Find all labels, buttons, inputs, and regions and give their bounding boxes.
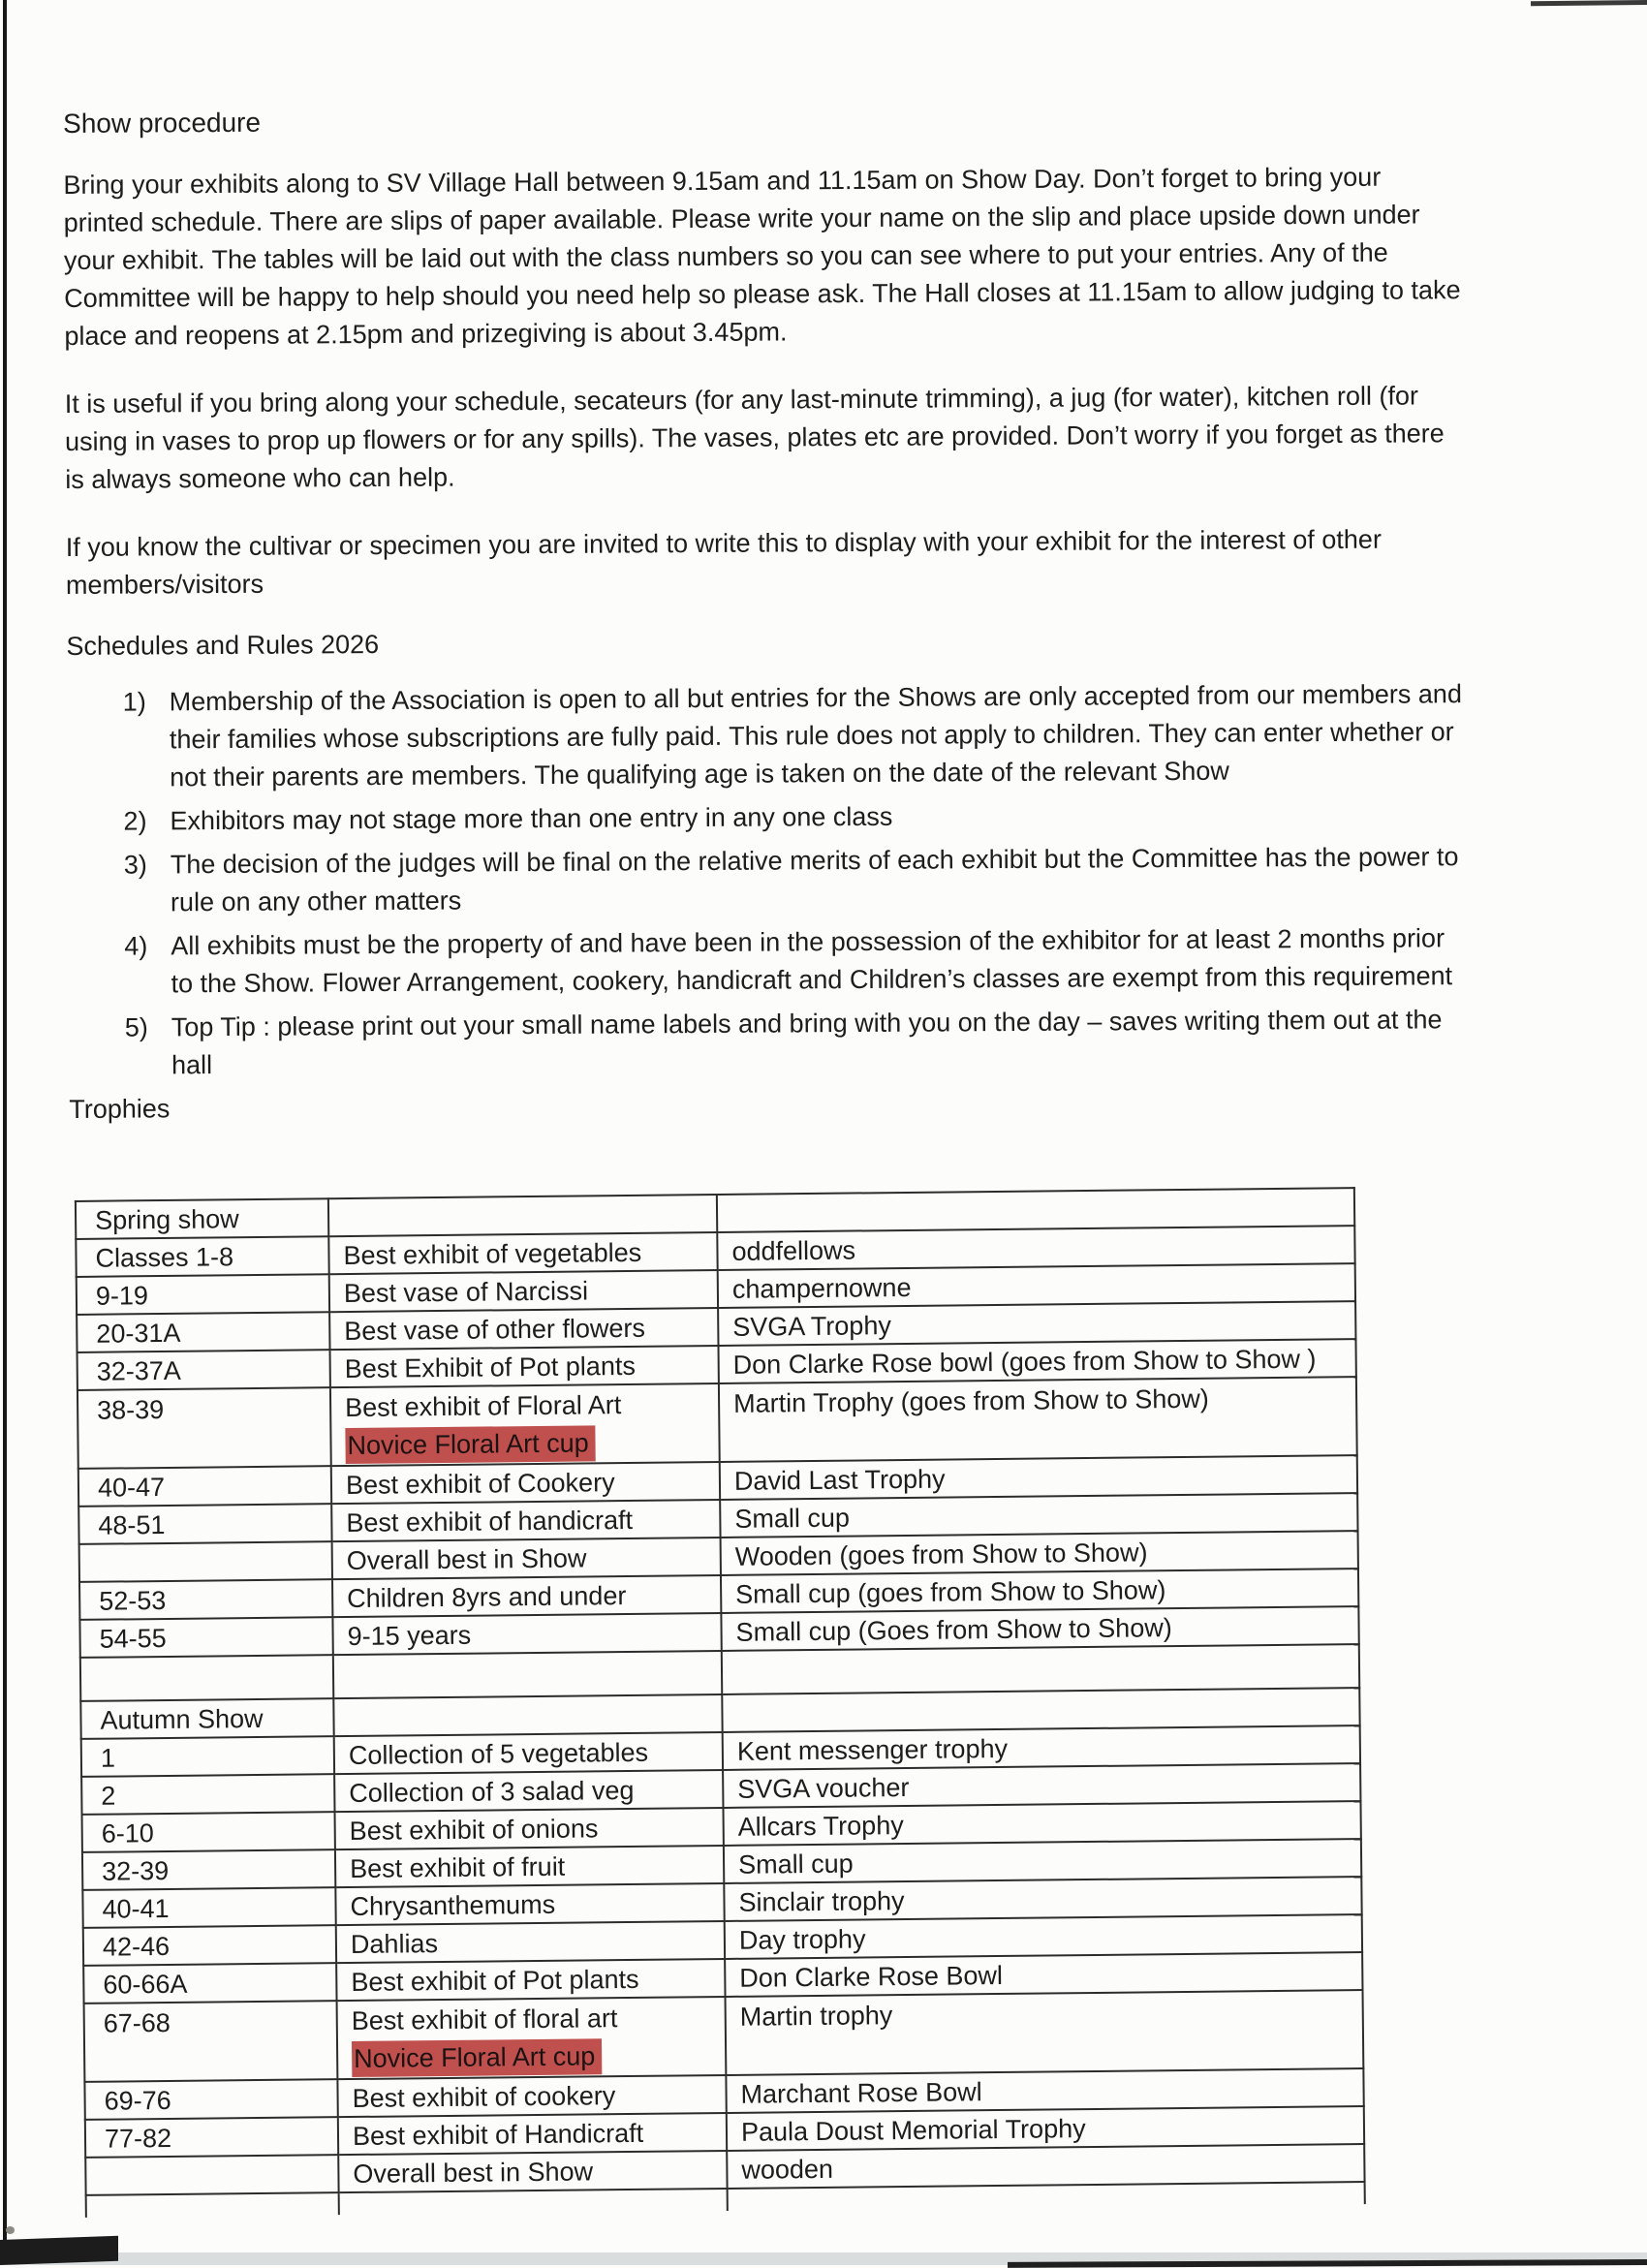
category-cell [333,1651,722,1698]
class-range-cell: 40-47 [78,1466,331,1507]
category-cell: Best exhibit of Cookery [331,1462,720,1504]
category-cell: Overall best in Show [332,1538,721,1579]
category-cell: Best exhibit of vegetables [328,1232,717,1274]
class-range-cell: 52-53 [79,1579,332,1620]
text-line: It is useful if you bring along your schedule, secateurs (for any last-minute trimming), a jug (for water), kitchen roll (for [64,381,1419,419]
text-line: Top Tip : please print out your small name labels and bring with you on the day – saves writing them out at the [171,1005,1443,1042]
text-line: Exhibitors may not stage more than one entry in any one class [170,801,893,836]
rule-item [124,838,1521,922]
rule-text [171,919,1521,1004]
rules-list [123,675,1523,1085]
text-line: hall [171,1050,213,1080]
rule-text [171,1001,1522,1085]
trophies-table [75,1187,1366,2218]
trophy-cell: Wooden (goes from Show to Show) [721,1531,1358,1575]
trophy-cell: Small cup (goes from Show to Show) [721,1569,1358,1613]
trophy-cell: Kent messenger trophy [723,1725,1360,1770]
text-line: If you know the cultivar or specimen you are invited to write this to display with your exhibit for the interest of other [65,524,1382,562]
rule-text [170,675,1521,797]
rule-number: 4) [124,931,148,961]
class-range-cell: 38-39 [78,1387,331,1469]
category-cell [337,1997,727,2079]
class-range-cell [80,1655,333,1701]
text-line: their families whose subscriptions are fully paid. This rule does not apply to children. They can enter whether or [169,717,1454,755]
paragraph [63,158,1517,356]
class-range-cell: 60-66A [83,1963,336,2004]
highlighted-line [345,1420,710,1464]
paragraph [66,520,1519,605]
rule-item [124,919,1521,1004]
category-line: Best exhibit of Floral Art [344,1390,622,1423]
text-line: Committee will be happy to help should you need help so please ask. The Hall closes at 11.15am to allow judging to take [64,275,1461,313]
rules-heading: Schedules and Rules 2026 [66,630,380,661]
highlighted-text: Novice Floral Art cup [345,1425,595,1464]
class-range-cell: 20-31A [77,1312,329,1352]
trophy-cell: Don Clarke Rose Bowl [725,1952,1362,1997]
trophy-cell: David Last Trophy [720,1455,1357,1500]
text-line: not their parents are members. The qualifying age is taken on the date of the relevant Show [170,756,1229,792]
category-cell: Children 8yrs and under [332,1575,721,1617]
category-cell: Best Exhibit of Pot plants [330,1346,719,1387]
trophy-cell: Small cup [724,1839,1361,1883]
trophy-cell: Allcars Trophy [723,1801,1360,1846]
class-range-cell [79,1541,332,1582]
table-row [78,1377,1357,1469]
category-cell: Chrysanthemums [335,1883,724,1925]
category-cell: Collection of 5 vegetables [334,1732,723,1774]
class-range-cell: 77-82 [85,2117,338,2158]
class-range-cell: Spring show [76,1198,328,1239]
trophy-cell: Day trophy [725,1914,1362,1959]
class-range-cell [85,2155,338,2195]
trophy-cell: Small cup (Goes from Show to Show) [721,1606,1358,1651]
text-line: Membership of the Association is open to all but entries for the Shows are only accepted from our members and [169,679,1463,717]
scan-edge-left [3,0,7,2265]
category-cell: Best exhibit of onions [335,1808,724,1849]
class-range-cell: 1 [81,1736,334,1777]
class-range-cell: 6-10 [82,1812,335,1852]
text-line: place and reopens at 2.15pm and prizegiving is about 3.45pm. [64,317,788,351]
text-line: your exhibit. The tables will be laid out with the class numbers so you can see where to put your entries. Any of the [63,237,1388,275]
category-cell: Best exhibit of cookery [337,2075,726,2117]
trophy-cell: Sinclair trophy [724,1877,1361,1921]
category-cell: Collection of 3 salad veg [334,1770,723,1812]
class-range-cell: 67-68 [84,2001,338,2082]
trophy-cell: Don Clarke Rose bowl (goes from Show to Show ) [718,1339,1355,1383]
rule-number: 5) [124,1012,148,1042]
text-line: is always someone who can help. [65,462,455,494]
highlighted-text: Novice Floral Art cup [352,2038,602,2077]
class-range-cell: 9-19 [77,1274,329,1315]
table-row [84,1990,1364,2082]
trophy-cell: oddfellows [717,1226,1354,1270]
document-page [63,100,1529,2218]
rule-number: 3) [123,850,147,880]
class-range-cell [86,2192,339,2218]
highlighted-line [352,2034,717,2077]
trophy-cell: SVGA Trophy [718,1301,1355,1346]
category-cell: Best exhibit of fruit [335,1846,724,1887]
category-line: Best exhibit of floral art [351,2004,618,2036]
class-range-cell: Classes 1-8 [76,1236,328,1277]
category-cell: Best exhibit of Handicraft [338,2113,727,2155]
trophies-heading: Trophies [69,1094,171,1124]
category-cell [330,1383,720,1466]
class-range-cell: Autumn Show [80,1698,333,1739]
rule-item [123,794,1520,841]
trophy-cell: Small cup [720,1493,1357,1538]
rule-number: 1) [122,687,146,717]
text-line: All exhibits must be the property of and have been in the possession of the exhibitor for at least 2 months prior [171,923,1445,961]
category-cell: Best vase of Narcissi [329,1270,718,1312]
class-range-cell: 40-41 [82,1887,335,1928]
rule-item [125,1001,1522,1085]
class-range-cell: 42-46 [83,1925,336,1966]
trophy-cell: champernowne [718,1263,1355,1308]
rule-number: 2) [123,806,147,836]
trophy-cell: SVGA voucher [723,1763,1360,1808]
text-line: Bring your exhibits along to SV Village Hall between 9.15am and 11.15am on Show Day. Don’t forget to bring your [63,162,1382,200]
trophy-cell: Marchant Rose Bowl [726,2068,1363,2113]
scan-corner-bottom-left [0,2236,118,2265]
text-line: members/visitors [65,569,264,600]
text-line: The decision of the judges will be final on the relative merits of each exhibit but the Committee has the power to [170,842,1459,880]
paragraph [65,377,1519,499]
rule-text [171,838,1521,922]
category-cell: 9-15 years [332,1613,721,1655]
class-range-cell: 48-51 [78,1504,331,1544]
category-cell [328,1195,717,1236]
class-range-cell: 69-76 [84,2079,337,2120]
class-range-cell: 2 [81,1774,334,1815]
text-line: printed schedule. There are slips of paper available. Please write your name on the slip and place upside down under [63,200,1420,237]
text-line: to the Show. Flower Arrangement, cookery, handicraft and Children’s classes are exempt from this requirement [171,961,1453,999]
intro-paragraphs [63,158,1519,605]
trophy-cell: wooden [727,2144,1364,2189]
rule-text [170,794,1520,841]
category-cell [339,2189,728,2215]
page-title: Show procedure [63,107,262,139]
class-range-cell: 32-37A [78,1350,330,1390]
text-line: using in vases to prop up flowers or for any spills). The vases, plates etc are provided. Don’t worry if you forget as there [65,419,1445,456]
trophy-cell [717,1188,1354,1232]
class-range-cell: 54-55 [79,1617,332,1658]
category-cell: Best exhibit of Pot plants [336,1959,725,2001]
text-line: rule on any other matters [170,885,462,917]
category-cell: Best exhibit of handicraft [331,1500,720,1541]
trophy-cell [722,1644,1359,1694]
category-cell: Best vase of other flowers [329,1308,718,1350]
category-cell [333,1694,722,1736]
class-range-cell: 32-39 [82,1849,335,1890]
trophy-cell: Martin Trophy (goes from Show to Show) [719,1377,1357,1462]
trophy-cell [722,1688,1359,1732]
trophy-cell: Paula Doust Memorial Trophy [727,2106,1364,2151]
rule-item [123,675,1521,797]
scan-speck [6,2226,15,2234]
scan-mark-top-right [1531,0,1647,6]
category-cell: Overall best in Show [338,2151,727,2192]
category-cell: Dahlias [336,1921,725,1963]
trophy-cell: Martin trophy [726,1990,1364,2075]
